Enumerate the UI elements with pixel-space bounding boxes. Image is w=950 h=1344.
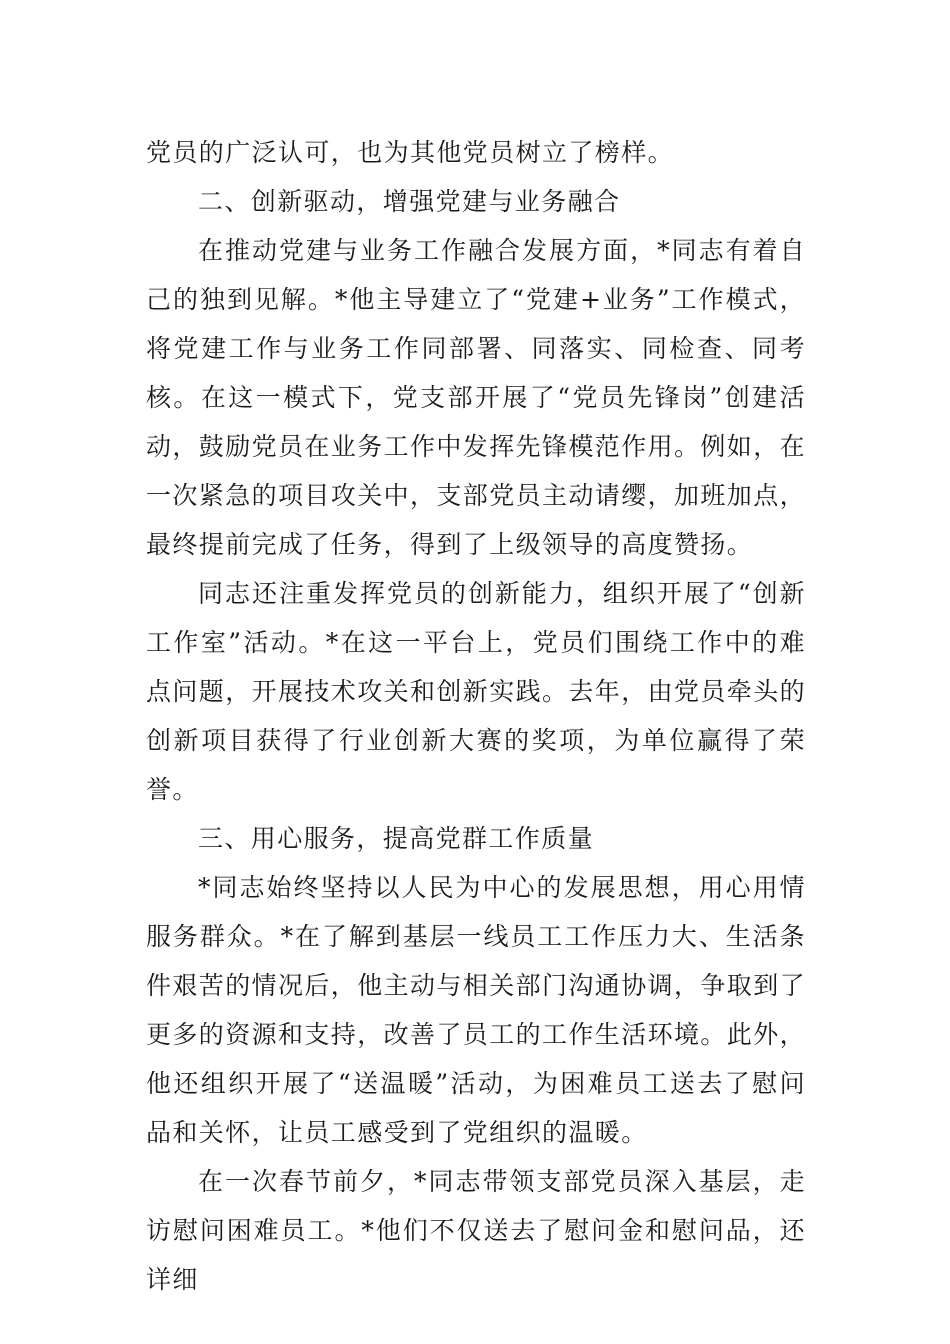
paragraph-continuation: 党员的广泛认可，也为其他党员树立了榜样。 — [146, 138, 675, 167]
section-heading-2: 二、创新驱动，增强党建与业务融合 — [198, 187, 621, 216]
paragraph: 同志还注重发挥党员的创新能力，组织开展了“创新工作室”活动。*在这一平台上，党员们围绕工作中的难点问题，开展技术攻关和创新实践。去年，由党员牵头的创新项目获得了行业创新大赛的奖项，为单位赢得了荣誉。 — [146, 579, 807, 804]
document-body — [146, 128, 806, 1304]
paragraph: 在推动党建与业务工作融合发展方面，*同志有着自己的独到见解。*他主导建立了“党建+业务”工作模式，将党建工作与业务工作同部署、同落实、同检查、同考核。在这一模式下，党支部开展了“党员先锋岗”创建活动，鼓励党员在业务工作中发挥先锋模范作用。例如，在一次紧急的项目攻关中，支部党员主动请缨，加班加点，最终提前完成了任务，得到了上级领导的高度赞扬。 — [146, 236, 807, 559]
paragraph: *同志始终坚持以人民为中心的发展思想，用心用情服务群众。*在了解到基层一线员工工作压力大、生活条件艰苦的情况后，他主动与相关部门沟通协调，争取到了更多的资源和支持，改善了员工的工作生活环境。此外，他还组织开展了“送温暖”活动，为困难员工送去了慰问品和关怀，让员工感受到了党组织的温暖。 — [146, 873, 807, 1147]
paragraph: 在一次春节前夕，*同志带领支部党员深入基层，走访慰问困难员工。*他们不仅送去了慰问金和慰问品，还详细 — [146, 1167, 806, 1294]
section-heading-3: 三、用心服务，提高党群工作质量 — [198, 824, 595, 853]
